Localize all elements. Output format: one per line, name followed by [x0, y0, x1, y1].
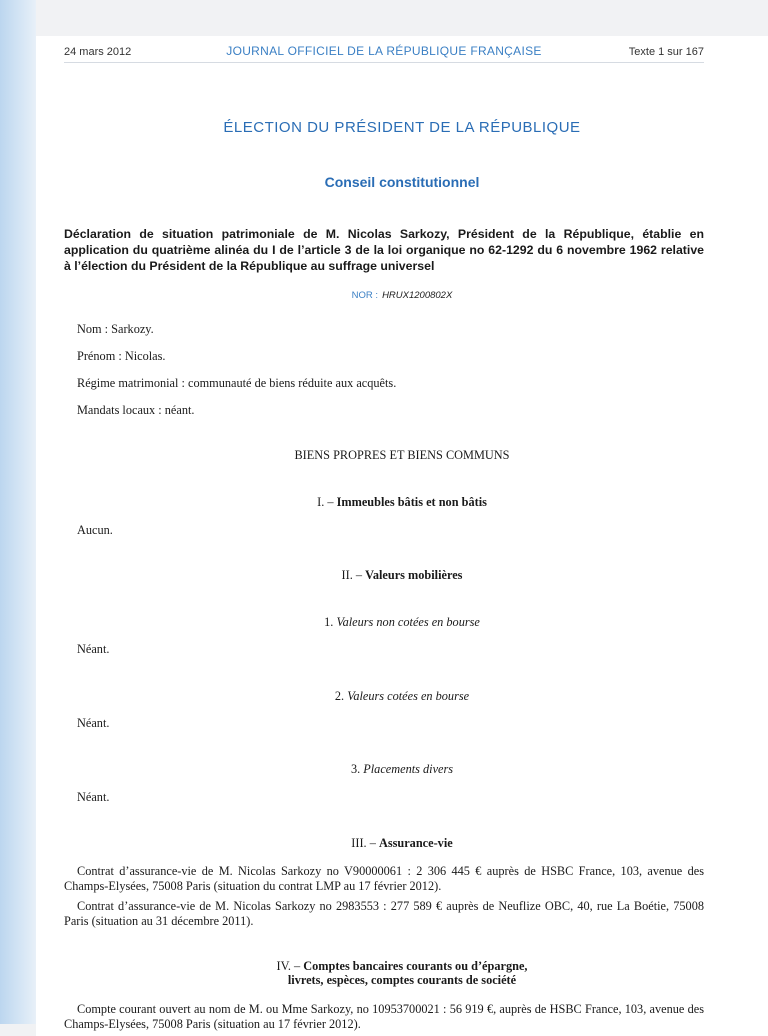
- declaration-title: Déclaration de situation patrimoniale de M. Nicolas Sarkozy, Président de la République, établie en application du quatrième alinéa du I de l’article 3 de la loi organique no 62-1292 du 6 novembre 1962 relative à l’élection du Président de la République au suffrage universel: [64, 227, 704, 273]
- subsection-2-2-text: Néant.: [77, 716, 110, 730]
- section-1-text: Aucun.: [77, 523, 113, 537]
- subsection-2-1-text: Néant.: [77, 642, 110, 656]
- section-4-number: IV. –: [276, 959, 301, 973]
- section-4-title-1: Comptes bancaires courants ou d’épargne,: [303, 959, 528, 973]
- biens-heading: BIENS PROPRES ET BIENS COMMUNS: [294, 448, 510, 462]
- subsection-2-3-text: Néant.: [77, 790, 110, 804]
- subsection-2-3-number: 3.: [350, 762, 361, 776]
- subsection-2-2-title: Valeurs cotées en bourse: [347, 689, 470, 703]
- section-1-number: I. –: [317, 495, 334, 509]
- section-1-heading: [36, 495, 768, 510]
- subsection-2-1-heading: [36, 615, 768, 630]
- issuer-title: Conseil constitutionnel: [324, 174, 480, 190]
- header-rule: [64, 62, 704, 63]
- identity-mandats: Mandats locaux : néant.: [77, 403, 195, 417]
- identity-nom: Nom : Sarkozy.: [77, 322, 154, 336]
- text-counter: Texte 1 sur 167: [628, 46, 704, 58]
- section-2-title: Valeurs mobilières: [365, 568, 463, 582]
- section-4-paragraph-1: Compte courant ouvert au nom de M. ou Mme Sarkozy, no 10953700021 : 56 919 €, auprès de HSBC France, 103, avenue des Champs-Elysées, 75008 Paris (situation au 17 février 2012).: [64, 1002, 704, 1031]
- subsection-2-3-title: Placements divers: [363, 762, 454, 776]
- subsection-2-2-number: 2.: [334, 689, 345, 703]
- header-date: 24 mars 2012: [64, 46, 132, 58]
- section-3-number: III. –: [351, 836, 376, 850]
- section-3-paragraph-2: Contrat d’assurance-vie de M. Nicolas Sarkozy no 2983553 : 277 589 € auprès de Neuflize OBC, 40, rue La Boétie, 75008 Paris (situation au 31 décembre 2011).: [64, 899, 704, 928]
- identity-prenom: Prénom : Nicolas.: [77, 349, 166, 363]
- nor-label: NOR :: [351, 290, 379, 301]
- subsection-2-1-title: Valeurs non cotées en bourse: [336, 615, 480, 629]
- section-3-title: Assurance-vie: [378, 836, 453, 850]
- section-4-heading-line-1: [36, 959, 768, 974]
- identity-regime: Régime matrimonial : communauté de biens réduite aux acquêts.: [77, 376, 397, 390]
- section-title-election: ÉLECTION DU PRÉSIDENT DE LA RÉPUBLIQUE: [223, 119, 581, 136]
- left-margin-bar: [0, 0, 36, 1024]
- section-3-paragraph-1: Contrat d’assurance-vie de M. Nicolas Sarkozy no V90000061 : 2 306 445 € auprès de HSBC France, 103, avenue des Champs-Elysées, 75008 Paris (situation du contrat LMP au 17 février 2012).: [64, 864, 704, 893]
- journal-title: JOURNAL OFFICIEL DE LA RÉPUBLIQUE FRANÇAISE: [226, 44, 542, 58]
- subsection-2-2-heading: [36, 689, 768, 704]
- nor-reference: [36, 290, 768, 301]
- subsection-2-1-number: 1.: [324, 615, 334, 629]
- page-header: [64, 44, 704, 62]
- section-1-title: Immeubles bâtis et non bâtis: [336, 495, 487, 509]
- subsection-2-3-heading: [36, 762, 768, 777]
- section-2-heading: [36, 568, 768, 583]
- section-3-heading: [36, 836, 768, 851]
- section-4-title-2: livrets, espèces, comptes courants de société: [287, 973, 517, 987]
- section-2-number: II. –: [341, 568, 363, 582]
- nor-value: HRUX1200802X: [382, 290, 453, 301]
